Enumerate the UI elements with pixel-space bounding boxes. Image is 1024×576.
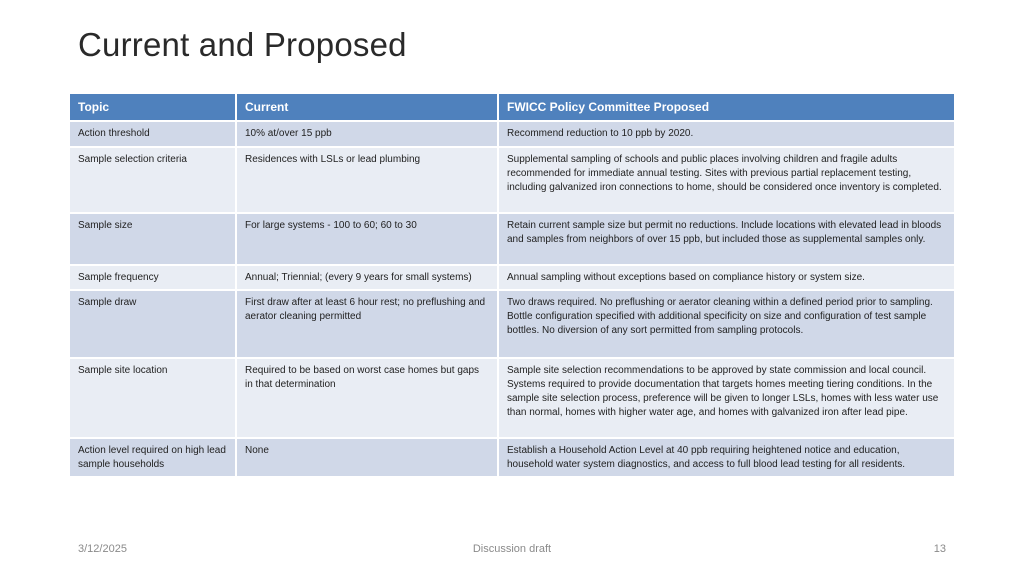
row-topic: Sample draw: [70, 290, 236, 358]
row-current: For large systems - 100 to 60; 60 to 30: [236, 213, 498, 265]
table-row: [70, 290, 954, 358]
header-proposed: FWICC Policy Committee Proposed: [498, 94, 954, 121]
table-row: [70, 265, 954, 290]
row-current: First draw after at least 6 hour rest; no preflushing and aerator cleaning permitted: [236, 290, 498, 358]
page-number: 13: [933, 543, 946, 555]
slide-title: Current and Proposed: [78, 26, 407, 63]
row-proposed: Recommend reduction to 10 ppb by 2020.: [498, 121, 954, 147]
table-row: [70, 147, 954, 213]
row-topic: Sample size: [70, 213, 236, 265]
table-row: [70, 213, 954, 265]
row-proposed: Supplemental sampling of schools and public places involving children and fragile adults recommended for immediate annual testing. Sites with previous partial replacement testing, including galvanized iron connections to home, should be considered once inventory is completed.: [498, 147, 954, 213]
header-topic: Topic: [70, 94, 236, 121]
table-row: [70, 121, 954, 147]
row-current: 10% at/over 15 ppb: [236, 121, 498, 147]
row-proposed: Retain current sample size but permit no reductions. Include locations with elevated lead in bloods and samples from neighbors of over 15 ppb, but included those as supplemental samples only.: [498, 213, 954, 265]
row-topic: Sample selection criteria: [70, 147, 236, 213]
header-current: Current: [236, 94, 498, 121]
comparison-table: [70, 94, 954, 476]
table-header-row: [70, 94, 954, 121]
row-proposed: Establish a Household Action Level at 40 ppb requiring heightened notice and education, household water system diagnostics, and access to full blood lead testing for all residents.: [498, 438, 954, 476]
row-topic: Sample site location: [70, 358, 236, 438]
row-current: None: [236, 438, 498, 476]
table-row: [70, 358, 954, 438]
table-row: [70, 438, 954, 476]
row-proposed: Annual sampling without exceptions based on compliance history or system size.: [498, 265, 954, 290]
row-proposed: Sample site selection recommendations to be approved by state commission and local council. Systems required to provide documentation that targets homes meeting tiering conditions. In the sample site selection process, preference will be given to longer LSLs, homes with less water use than normal, homes with higher water age, and homes with galvanized iron after lead pipe.: [498, 358, 954, 438]
row-topic: Sample frequency: [70, 265, 236, 290]
row-topic: Action threshold: [70, 121, 236, 147]
row-current: Residences with LSLs or lead plumbing: [236, 147, 498, 213]
row-topic: Action level required on high lead sample households: [70, 438, 236, 476]
row-current: Annual; Triennial; (every 9 years for small systems): [236, 265, 498, 290]
footer-label: Discussion draft: [472, 543, 552, 555]
row-proposed: Two draws required. No preflushing or aerator cleaning within a defined period prior to sampling. Bottle configuration specified with additional specificity on size and configuration of test sample bottles. No diversion of any sort permitted from sampling protocols.: [498, 290, 954, 358]
footer-date: 3/12/2025: [78, 543, 127, 555]
row-current: Required to be based on worst case homes but gaps in that determination: [236, 358, 498, 438]
